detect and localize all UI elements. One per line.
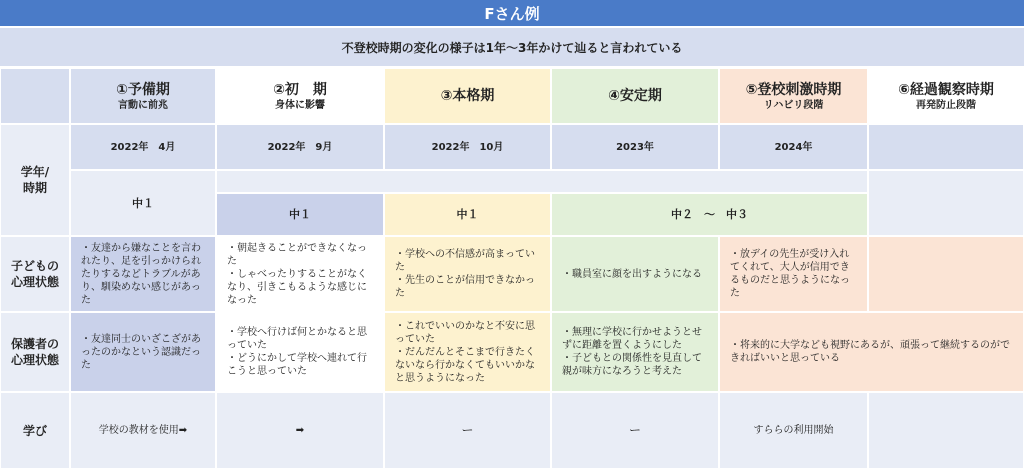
grade-cell-1: 中１	[70, 170, 216, 236]
parent-cell-2: ・学校へ行けば何とかなると思っていた ・どうにかして学校へ連れて行こうと思っていた	[216, 312, 384, 392]
grade-cell-2: 中１	[216, 193, 384, 236]
grade-cell-3: 中１	[384, 193, 551, 236]
child-cell-5: ・放デイの先生が受け入れてくれて、大人が信用できるものだと思うようになった	[719, 236, 868, 312]
date-cell-1: 2022年 4月	[70, 124, 216, 170]
date-cell-6	[868, 124, 1024, 170]
phase-header-4: ④安定期	[551, 68, 719, 124]
corner-cell	[0, 68, 70, 124]
parent-cell-1: ・友達同士のいざこざがあったのかなという認識だった	[70, 312, 216, 392]
row-label-parent: 保護者の 心理状態	[0, 312, 70, 392]
phase-header-1: ①予備期 言動に前兆	[70, 68, 216, 124]
phase-header-6: ⑥経過観察時期 再発防止段階	[868, 68, 1024, 124]
grade-cell-4: 中２ 〜 中３	[551, 193, 868, 236]
learn-cell-5: すららの利用開始	[719, 392, 868, 469]
row-label-child: 子どもの 心理状態	[0, 236, 70, 312]
page-subtitle: 不登校時期の変化の様子は1年〜3年かけて辿ると言われている	[0, 28, 1024, 67]
date-cell-2: 2022年 9月	[216, 124, 384, 170]
child-cell-6	[868, 236, 1024, 312]
date-cell-5: 2024年	[719, 124, 868, 170]
learn-cell-2: ➡	[216, 392, 384, 469]
phase-header-5: ⑤登校刺激時期 リハビリ段階	[719, 68, 868, 124]
row-label-grade: 学年/ 時期	[0, 124, 70, 236]
parent-cell-3: ・これでいいのかなと不安に思っていた ・だんだんとそこまで行きたくないなら行かなくてもいいかなと思うようになった	[384, 312, 551, 392]
phase-header-2: ②初 期 身体に影響	[216, 68, 384, 124]
row-label-learn: 学び	[0, 392, 70, 469]
parent-cell-5: ・将来的に大学なども視野にあるが、頑張って継続するのができればいいと思っている	[719, 312, 1024, 392]
parent-cell-4: ・無理に学校に行かせようとせずに距離を置くようにした ・子どもとの関係性を見直して親が味方になろうと考えた	[551, 312, 719, 392]
learn-cell-1: 学校の教材を使用➡	[70, 392, 216, 469]
grade-spacer	[216, 170, 868, 193]
date-cell-4: 2023年	[551, 124, 719, 170]
child-cell-3: ・学校への不信感が高まっていた ・先生のことが信用できなかった	[384, 236, 551, 312]
learn-cell-3: ー	[384, 392, 551, 469]
learn-cell-4: ー	[551, 392, 719, 469]
learn-cell-6	[868, 392, 1024, 469]
child-cell-1: ・友達から嫌なことを言われたり、足を引っかけられたりするなどトラブルがあり、馴染めない感じがあった	[70, 236, 216, 312]
child-cell-2: ・朝起きることができなくなった ・しゃべったりすることがなくなり、引きこもるような感じになった	[216, 236, 384, 312]
child-cell-4: ・職員室に顔を出すようになる	[551, 236, 719, 312]
date-cell-3: 2022年 10月	[384, 124, 551, 170]
page-title: Fさん例	[0, 0, 1024, 26]
phase-header-3: ③本格期	[384, 68, 551, 124]
grade-cell-6	[868, 170, 1024, 236]
